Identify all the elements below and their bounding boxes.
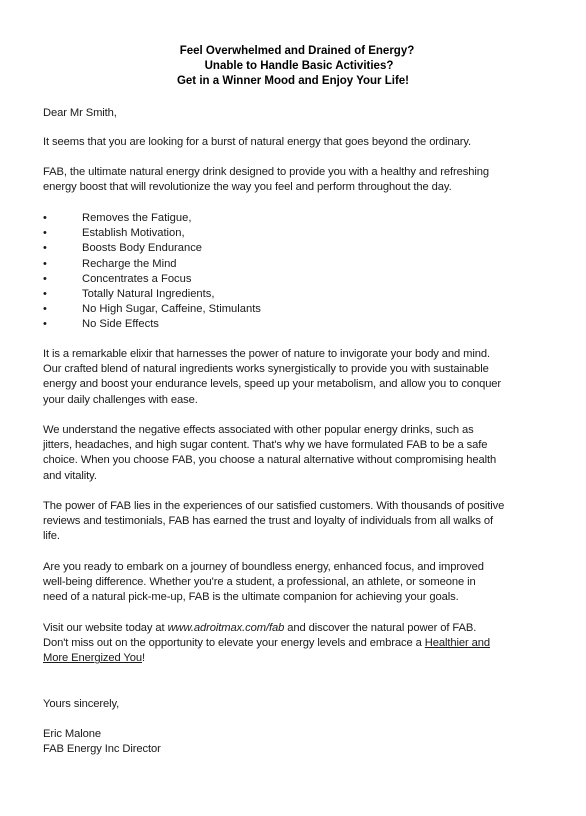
list-item: • Boosts Body Endurance: [43, 241, 523, 256]
bullet-icon: •: [43, 257, 47, 270]
healthier-link[interactable]: Healthier and: [424, 637, 491, 650]
bullet-icon: •: [43, 318, 47, 331]
signer-name: Eric Malone: [43, 728, 101, 740]
headline-line-2: Unable to Handle Basic Activities?: [204, 60, 394, 72]
testimonials-paragraph: The power of FAB lies in the experiences of our satisfied customers. With thousands of positive reviews and testimonials, FAB has earned the trust and loyalty of individuals from all walks of life.: [43, 500, 505, 543]
bullet-icon: •: [43, 212, 47, 224]
benefits-list: [43, 211, 523, 333]
visit-paragraph: Visit our website today at www.adroitmax.com/fab and discover the natural power of FAB. Don't miss out on the opportunity to elevate your energy levels and embrace a Healthier and More Energized You!: [43, 622, 491, 665]
list-item: • Establish Motivation,: [43, 226, 523, 241]
list-item: • Concentrates a Focus: [43, 272, 523, 287]
bullet-icon: •: [43, 287, 47, 300]
website-url: www.adroitmax.com/fab: [167, 622, 285, 634]
bullet-icon: •: [43, 227, 47, 240]
list-item: • Removes the Fatigue,: [43, 211, 523, 226]
energized-link[interactable]: More Energized You: [43, 652, 142, 665]
product-line-1: FAB, the ultimate natural energy drink designed to provide you with a healthy and refreshing: [43, 166, 490, 178]
list-item: • No High Sugar, Caffeine, Stimulants: [43, 302, 523, 317]
list-item: • Recharge the Mind: [43, 257, 523, 272]
closing: Yours sincerely,: [43, 698, 120, 710]
list-item: • Totally Natural Ingredients,: [43, 287, 523, 302]
bullet-icon: •: [43, 242, 47, 255]
elixir-paragraph: It is a remarkable elixir that harnesses the power of nature to invigorate your body and mind. Our crafted blend of natural ingredients works synergistically to provide you with sustainable energy and boost your endurance levels, speed up your metabolism, and allow you to conquer your daily challenges with ease.: [43, 348, 502, 406]
bullet-icon: •: [43, 303, 47, 316]
list-item: • No Side Effects: [43, 317, 523, 332]
bullet-icon: •: [43, 272, 47, 285]
ready-paragraph: Are you ready to embark on a journey of boundless energy, enhanced focus, and improved well-being difference. Whether you're a student, a professional, an athlete, or someone in need of a natural pick-me-up, FAB is the ultimate companion for achieving your goals.: [43, 561, 484, 604]
intro-paragraph: It seems that you are looking for a burst of natural energy that goes beyond the ordinary.: [43, 136, 471, 148]
headline-line-1: Feel Overwhelmed and Drained of Energy?: [179, 45, 415, 57]
headline-line-3: Get in a Winner Mood and Enjoy Your Life!: [176, 75, 410, 87]
negative-effects-paragraph: We understand the negative effects associated with other popular energy drinks, such as jitters, headaches, and high sugar content. That's why we have formulated FAB to be a safe choice. When you choose FAB, you choose a natural alternative without compromising health and vitality.: [43, 424, 497, 482]
signer-title: FAB Energy Inc Director: [43, 743, 161, 756]
product-line-2: energy boost that will revolutionize the way you feel and perform throughout the day.: [43, 181, 452, 194]
product-paragraph: [43, 165, 543, 195]
salutation: Dear Mr Smith,: [43, 107, 117, 119]
signature-block: [43, 727, 543, 757]
